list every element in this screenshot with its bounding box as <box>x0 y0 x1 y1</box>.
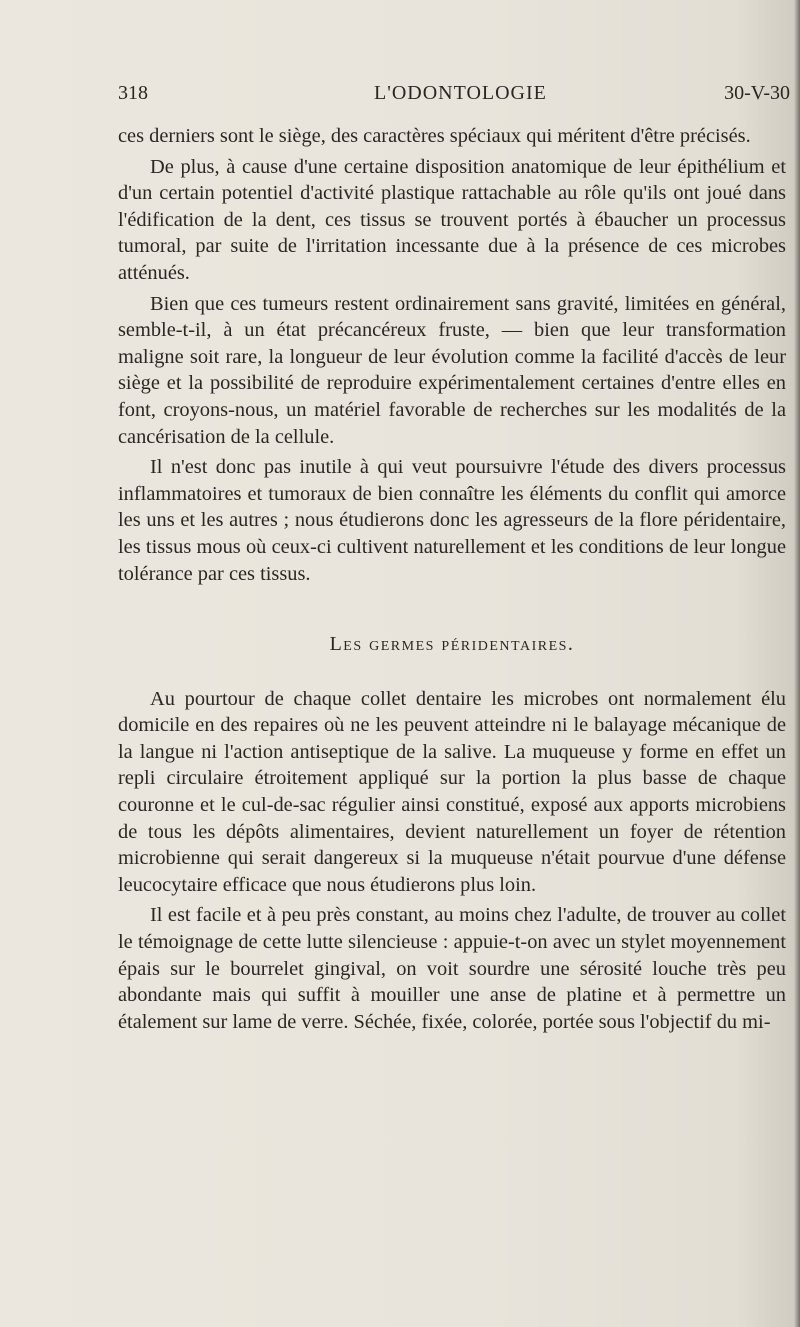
paragraph: Bien que ces tumeurs restent ordinairement sans gravité, limitées en général, semble-t-il, à un état précancéreux fruste, — bien que leur transformation maligne soit rare, la longueur de leur évolution comme la facilité d'accès de leur siège et la possibilité de reproduire expérimentalement certaines d'entre elles en font, croyons-nous, un matériel favorable de recherches sur les modalités de la cancérisation de la cellule. <box>118 292 786 448</box>
journal-title: L'ODONTOLOGIE <box>374 82 547 104</box>
running-header <box>118 82 790 112</box>
paragraph: Au pourtour de chaque collet dentaire les microbes ont normalement élu domicile en des repaires où ne les peuvent atteindre ni le balayage mécanique de la langue ni l'action antiseptique de la salive. La muqueuse y forme en effet un repli circulaire étroitement appliqué sur la portion la plus basse de chaque couronne et le cul-de-sac régulier ainsi constitué, exposé aux apports microbiens de tous les dépôts alimentaires, devient naturellement un foyer de rétention microbienne qui serait dangereux si la muqueuse n'était pourvue d'une défense leucocytaire efficace que nous étudierons plus loin. <box>118 687 786 896</box>
paragraph-continuation: ces derniers sont le siège, des caractères spéciaux qui méritent d'être précisés. <box>118 125 751 147</box>
paragraph: Il est facile et à peu près constant, au moins chez l'adulte, de trouver au collet le témoignage de cette lutte silencieuse : appuie-t-on avec un stylet moyennement épais sur le bourrelet gingival, on voit sourdre une sérosité louche très peu abondante mais qui suffit à mouiller une anse de platine et à permettre un étalement sur lame de verre. Séchée, fixée, colorée, portée sous l'objectif du mi- <box>118 904 786 1033</box>
page-number: 318 <box>118 82 148 104</box>
page-edge-shadow <box>794 0 800 1327</box>
paragraph: De plus, à cause d'une certaine disposition anatomique de leur épithélium et d'un certain potentiel d'activité plastique rattachable au rôle qu'ils ont joué dans l'édification de la dent, ces tissus se trouvent portés à ébaucher un processus tumoral, par suite de l'irritation incessante due à la présence de ces microbes atténués. <box>118 155 786 284</box>
section-heading: Les germes péridentaires. <box>329 633 575 656</box>
issue-date: 30-V-30 <box>724 82 790 104</box>
paragraph: Il n'est donc pas inutile à qui veut poursuivre l'étude des divers processus inflammatoires et tumoraux de bien connaître les éléments du conflit qui amorce les uns et les autres ; nous étudierons donc les agresseurs de la flore péridentaire, les tissus mous où ceux-ci cultivent naturellement et les conditions de leur longue tolérance par ces tissus. <box>118 456 786 585</box>
body-text <box>118 123 786 1035</box>
